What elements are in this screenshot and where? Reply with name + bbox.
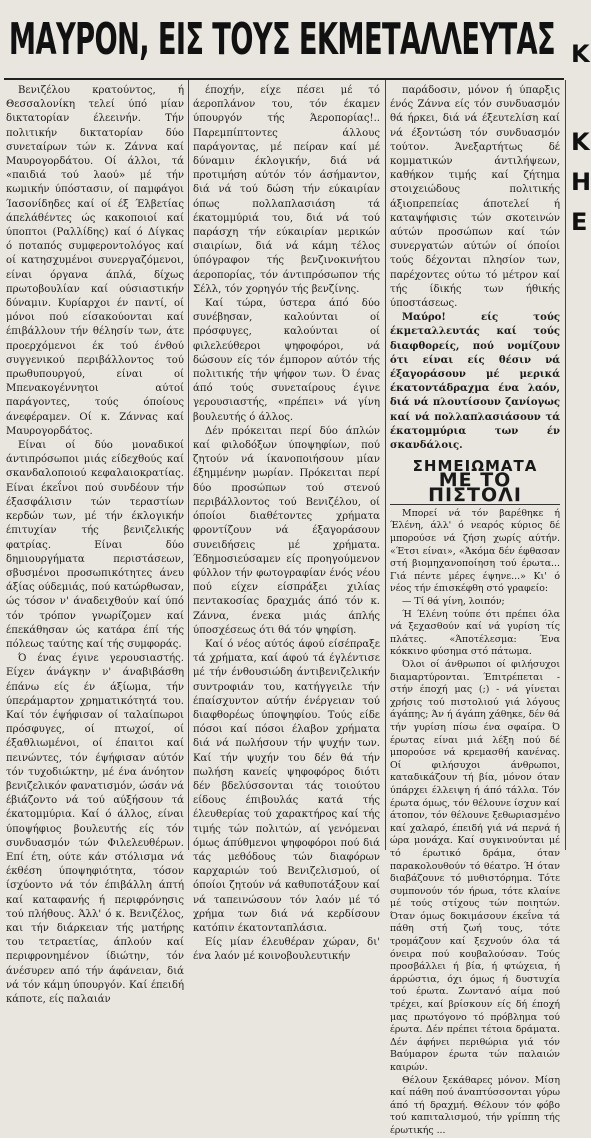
paragraph: Βενιζέλου κρατούντος, ή Θεσσαλονίκη τελεί ύπό μίαν δικτατορίαν έλεεινήν. Τήν πολιτικήν δικτατορίαν δύο συνεταίρων τών κ. Ζάννα καί Μαυρογορδάτου. Οί άλλοι, τά «παιδιά τού λαού» μέ τήν κωμικήν ύπόστασιν, οί παμφάγοι Ίασονίδηδες καί οί έξ Έλβετίας άπελάθέντες ώς κακοποιοί καί ύποπτοι (Ραλλίδης) καί ό Δίγκας ό ποταπός συμφεροντολόγος καί οί κατησχυμένοι συνεργαζόμενοι, είναι όργανα άπλά, δίχως πρωτοβουλίαν καί ούσιαστικήν δύναμιν. Κυρίαρχοι έν παντί, οί μόνοι πού είσακούονται καί έπιβάλλουν τήν θέλησίν των, άτε προερχόμενοι έκ τού ένθού συγγενικού περιβάλλοντος τού πρωθυπουργού, είναι οί Μπενακογέννητοι αύτοί παράγοντες, τούς όποίους άνεφέραμεν. Οί κ. Ζάννας καί Μαυρογορδάτος. — [6, 85, 184, 437]
paragraph: Μπορεί νά τόν βαρέθηκε ή Έλένη, άλλ' ό νεαρός κύριος δέ μπορούσε νά ζήση χωρίς αύτήν. «Έτσι είναι», «Άκόμα δέν έφθασαν στή βιομηχανοποίηση τού έρωτα... Γιά πέντε μέρες έψηνε...» Κι' ό νέος τήν έπισκέφθη στό γραφείο: — [390, 507, 560, 595]
edge-letter: Η — [571, 168, 591, 196]
paragraph: παράδοσιν, μόνον ή ύπαρξις ένός Ζάννα είς τόν συνδυασμόν θά ήρκει, διά νά έξευτελίση καί νά έξοντώση τόν συνδυασμόν τούτον. Άνεξαρτήτως δέ κομματικών άντιλήψεων, καθήκον τιμής καί ζήτημα στοιχειώδους πολιτικής άξιοπρεπείας άποτελεί ή καταψήφισις τών σκοτεινών αύτών προσώπων καί τών συνεργατών αύτών οί όποίοι τούς δέχονται πλησίον των, παρέχοντες ούτω τό μέτρον καί τής ίδικής των ήθικής ύποστάσεως. — [390, 85, 560, 310]
paragraph: έποχήν, είχε πέσει μέ τό άεροπλάνον του, τόν έκαμεν ύπουργόν τής Άεροπορίας!.. Παρεμπίπτοντες άλλους παράγοντας, μέ πείραν καί μέ δύναμιν έκλογικήν, διά νά προτιμήση αύτόν τόν άσήμαντον, διά νά τού δώση τήν εύκαιρίαν όπως πολλαπλασιάση τά έκατομμύριά του, διά νά τού παράσχη τήν εύκαιρίαν μερικών σιαιρίων, διά νά κάμη τέλος ύπόγραφον τής βενζινοκινήτου άεροπορίας, τόν άντιπρόσωπον τής Σέλλ, τόν χορηγόν τής βενζίνης. — [193, 85, 380, 295]
paragraph: Ή Έλένη τούπε ότι πρέπει όλα νά ξεχασθούν καί νά γυρίση τίς πλάτες. «Άποτέλεσμα: Ένα κόκκινο φύσημα στό πάτωμα. — [390, 608, 560, 658]
paragraph: Όλοι οί άνθρωποι οί φιλήσυχοι διαμαρτύρονται. Έπιτρέπεται - στήν έποχή μας (;) - νά γίνεται χρήσις τού πιστολιού γιά λόγους άγάπης; Άν ή άγάπη χάθηκε, δέν θά τήν γυρίση πίσω ένα σφαίρα. Ό έρωτας είναι μιά λέξη πού δέ μπορούσε νά κρεμασθή κανένας. Οί φιλήσυχοι άνθρωποι, καταδικάζουν τή βία, μόνον όταν ύπάρχει έλλειψη ή άπό τάλλα. Τόν έρωτα όμως, τόν θέλουνε ίσχυν καί άτοπον, τόν θέλουνε ξεθωριασμένο καί χαλαρό, έπειδή γιά νά περνά ή ώρα μονάχα. Καί συγκινούνται μέ τό έρωτικό δράμα, όταν παρακολουθούν τό θέατρο. Ή όταν διαβάζουνε τό μυθιστόρημα. Τότε συμπονούν τόν ήρωα, τότε κλαίνε μέ τούς στίχους τών ποιητών. Όταν όμως δοκιμάσουν έκεΐνα τά πάθη στή ζωή τους, τότε τρομάζουν καί ξεχνούν όλα τά όνειρα πού κουβαλούσαν. Τούς προσβάλλει ή βία, ή φτώχεια, ή άρρώστια, όχι όμως ή δυστυχία τού έρωτα. Ζωντανό αίμα πού τρέχει, καί βρίσκουν είς δή έποχή μας πρωτόγονο τό πρόβλημα τού έρωτα. Δέν πρέπει τέτοια δράματα. Δέν άφήνει περιθώρια γιά τόν Βαύμαρον έρωτα τών παλαιών καιρών. — [390, 659, 560, 1074]
paragraph: Δέν πρόκειται περί δύο άπλών καί φιλοδόξων ύποψηφίων, πού ζητούν νά ίκανοποιήσουν μίαν έξημμένην μωρίαν. Πρόκειται περί δύο προσώπων τού στενού περιβάλλοντος τού Βενιζέλου, οί όποίοι διαθέτοντες χρήματα φροντίζουν νά έξαγοράσουν συνειδήσεις μέ χρήματα. Έδημοσιεύσαμεν είς προηγούμενον φύλλον τήν φωτογραφίαν ένός νέου πού είχεν είσπράξει χιλίας πεντακοσίας δραχμάς άπό τόν κ. Ζάννα, ένεκα μιάς άπλής ύποσχέσεως ότι θά τόν ψηφίση. — [193, 425, 380, 636]
paragraph: Είναι οί δύο μοναδικοί άντιπρόσωποι μιάς είδεχθούς καί σκανδαλοποιού κεφαλαιοκρατίας. Είναι έκεΐνοι πού συνδέουν τήν έξασφάλισιν τών τεραστίων κερδών των, μέ τήν έκλογικήν έπιτυχίαν τής βενιζελικής φατρίας. Είναι δύο δημιουργήματα περιστάσεων, σβυσμένοι προσωπικότητες άνευ άξίας ούδεμιάς, πού κατώρθωσαν, ώς τόσον ν' άναδειχθούν καί ύπό τόν τρόπον γνωρίζομεν καί έπεκάθησαν ώς κατάρα έπί τής πόλεως ταύτης καί τής συμφοράς. — [6, 440, 184, 650]
column-divider — [188, 80, 189, 850]
headline: ΜΑΥΡΟΝ, ΕΙΣ ΤΟΥΣ ΕΚΜΕΤΑΛΛΕΥΤΑΣ — [8, 13, 556, 65]
edge-letter: Κ — [571, 128, 590, 156]
edge-letter: Ε — [571, 208, 588, 236]
paragraph: Θέλουν ξεκάθαρες μόνον. Μίση καί πάθη πού άναπτύσσονται γύρω άπό τή δραχμή. Θέλουν τόν φόβο τού καπιταλισμού, τήν γρίππη τής έρωτικής ... — [390, 1074, 560, 1136]
column-divider — [385, 80, 386, 850]
article-column-1 — [6, 84, 184, 1005]
article-column-2 — [193, 84, 380, 963]
paragraph: Ό ένας έγινε γερουσιαστής. Είχεν άνάγκην ν' άναβιβάσθη έπάνω είς έν άξίωμα, τήν ύπεράμαρτον χρηματικότητά του. Καί τόν έψήφισαν οί ταλαίπωροι πρόσφυγες, οί πτωχοί, οί έξαθλιωμένοι, οί έπαιτοι καί πεινώντες, τόν έψήφισαν αύτόν τόν τυχοδιώκτην, μέ ένα άνόητον βενιζελικόν φανατισμόν, ώσάν νά έβιάζοντο νά τού αύξήσουν τά έκατομμύρια. Καί ό άλλος, είναι ύποψήφιος βουλευτής είς τόν συνδυασμόν τών Φιλελευθέρων. Επί έτη, ούτε κάν στόλισμα νά έκθέση ύποψηφιότητα, τόσον ίσχύοντο νά τόν έπιβάλλη άπτή καί καταφανής ή περιφρόνησις τού πλήθους. Άλλ' ό κ. Βενιζέλος, και τήν διάρκειαν τής ματήρης του τετραετίας, άπλούν καί περιφρονημένον ίδιώτην, τόν άνέσυρεν από τήν άφάνειαν, διά νά τόν κάμη ύπουργόν. Καί έπειδή κάποτε, είς παλαιάν — [6, 653, 184, 1005]
column-divider — [565, 80, 566, 850]
notes-section-title: ΣΗΜΕΙΩΜΑΤΑ — [412, 457, 538, 476]
edge-letter: Κ — [571, 40, 590, 68]
paragraph: Είς μίαν έλευθέραν χώραν, δι' ένα λαόν μέ κοινοβουλευτικήν — [193, 937, 380, 963]
paragraph: Καί τώρα, ύστερα άπό δύο συνέβησαν, καλούνται οί πρόσφυγες, καλούνται οί φιλελεύθεροι ψηφοφόροι, νά δώσουν είς τόν έμπορον αύτόν τής πολιτικής τήν ψήφον των. Ό ένας άπό τούς συνεταίρους έγινε γερουσιαστής, «πρέπει» νά γίνη βουλευτής ό άλλος. — [193, 298, 380, 423]
paragraph: Καί ό νέος αύτός άφού είσέπραξε τά χρήματα, καί άφού τά έγλέντισε μέ τήν ένθουσιώδη άντιβενιζελικήν συντροφιάν του, κατήγγειλε τήν έπαίσχυντον αύτήν ένέργειαν τού διαφθορέως ύποψηφίου. Τούς είδε πόσοι καί πόσοι έλαβον χρήματα διά νά πωλήσουν τήν ψυχήν των. Καί τήν ψυχήν του δέν θά τήν πωλήση κανείς ψηφοφόρος διότι δέν βδελύσσονται τάς τοιούτου είδους έπιβουλάς κατά τής έλευθερίας τού χαρακτήρος καί τής τιμής τών πολιτών, αί γενόμεναι όμως άπύθμενοι ψηφοφόροι πού διά τάς μεθόδους τών διαφόρων καρχαριών τού Βενιζελισμού, οί όποίοι ζητούν νά καθυποτάξουν καί νά ταπεινώσουν τόν λαόν μέ τό χρήμα των διά νά κερδίσουν κατόπιν έκατονταπλάσια. — [193, 638, 380, 934]
paragraph: — Τί θά γίνη, λοιπόν; — [402, 596, 505, 608]
notes-article-title: ΜΕ ΤΟ ΠΙΣΤΟΛΙ — [390, 473, 560, 504]
article-column-3 — [390, 84, 560, 1136]
headline-rule — [4, 78, 564, 80]
paragraph: Μαύρο! είς τούς έκμεταλλευτάς καί τούς διαφθορείς, πού νομίζουν ότι είναι είς θέσιν νά έξαγοράσουν μέ μερικά έκατοντάδραχμα ένα λαόν, διά νά πλουτίσουν ζανίογως καί νά πολλαπλασιάσουν τά έκατομμύρια των έν σκανδάλοις. — [390, 312, 560, 452]
adjacent-column-edge — [569, 0, 589, 856]
